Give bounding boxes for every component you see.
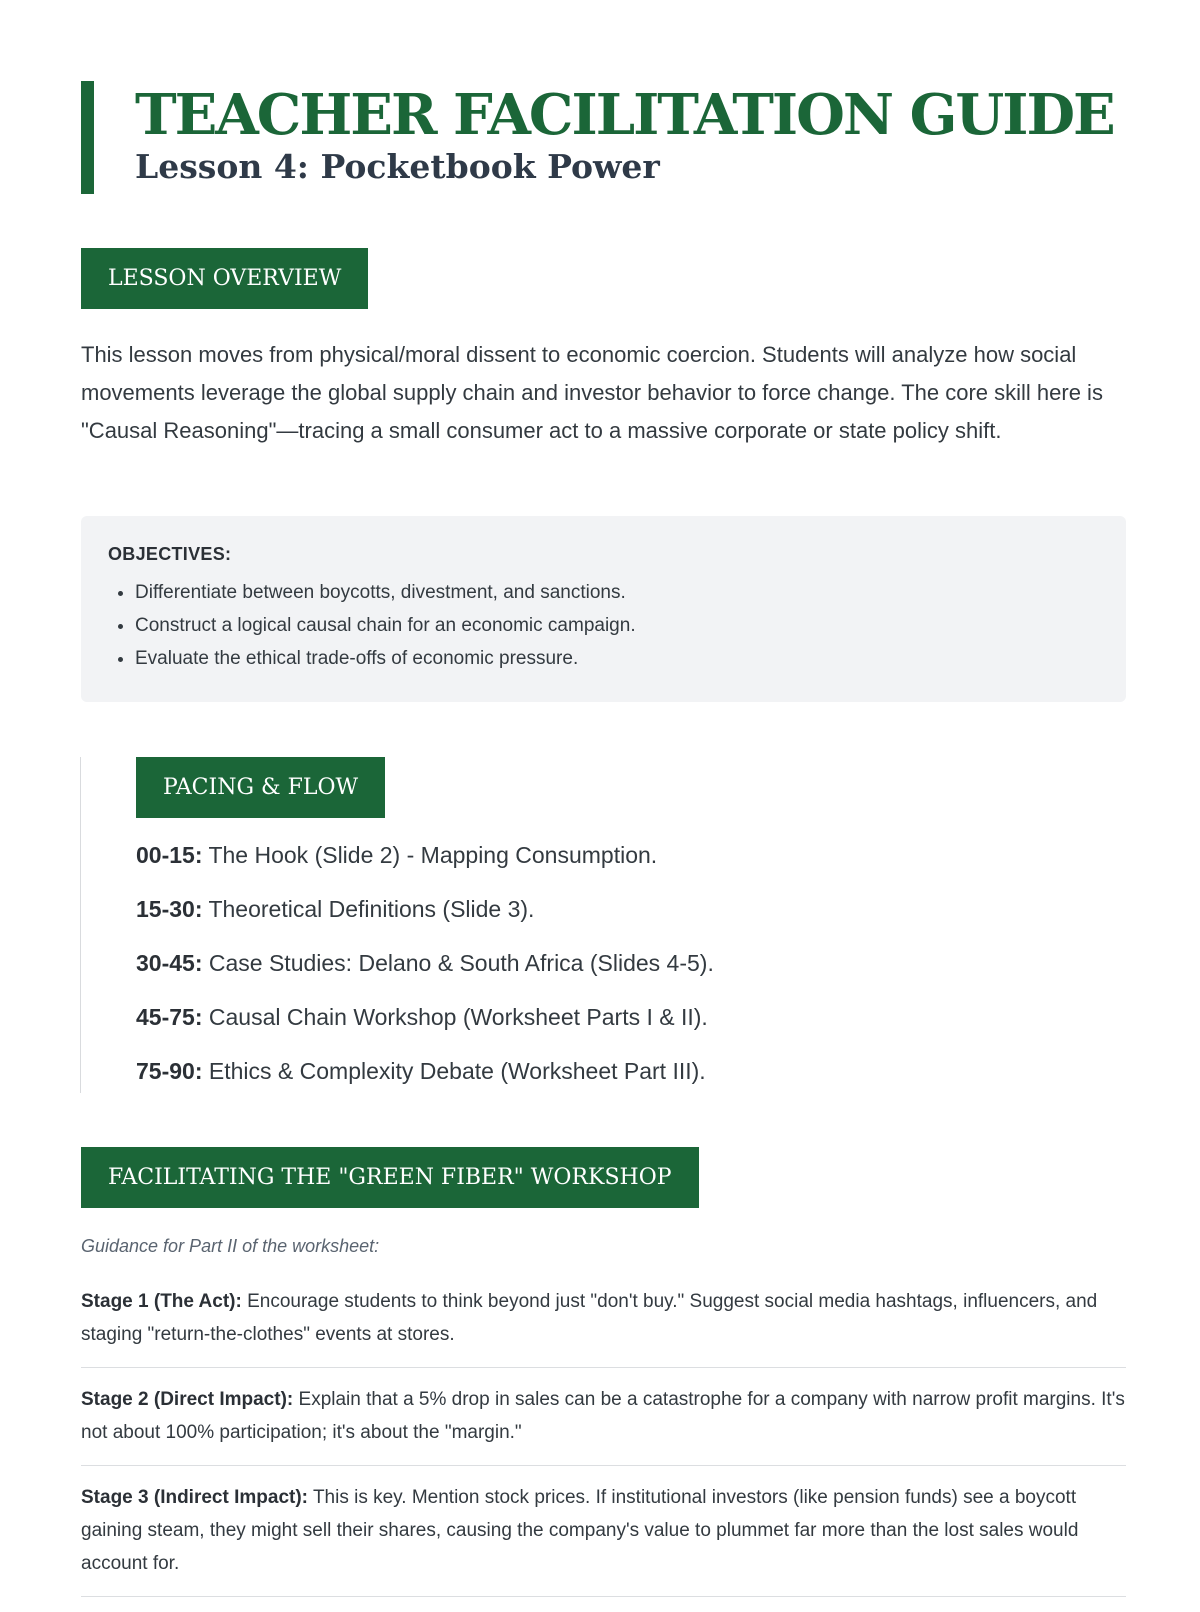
stage-item: [81, 1383, 1126, 1466]
pacing-item: [136, 840, 1036, 894]
stage-text: Explain that a 5% drop in sales can be a catastrophe for a company with narrow profit margins. It's not about 100% participation; it's about the "margin.": [81, 1389, 1125, 1443]
objective-item: • Construct a logical causal chain for an economic campaign.: [135, 609, 1099, 642]
pacing-item: [136, 1002, 1036, 1056]
pacing-flow-heading: PACING & FLOW: [136, 757, 385, 818]
page-subtitle: Lesson 4: Pocketbook Power: [135, 147, 660, 186]
lesson-overview-heading: LESSON OVERVIEW: [81, 248, 368, 309]
stages-list: [81, 1285, 1126, 1612]
pacing-text: Causal Chain Workshop (Worksheet Parts I & II).: [208, 1004, 708, 1030]
objective-item: • Evaluate the ethical trade-offs of economic pressure.: [135, 642, 1099, 675]
stage-item: [81, 1481, 1126, 1597]
pacing-list: [136, 840, 1036, 1110]
objectives-title: OBJECTIVES:: [108, 544, 232, 564]
stage-label: Stage 3 (Indirect Impact):: [81, 1487, 308, 1508]
stage-item: [81, 1285, 1126, 1368]
pacing-item: [136, 894, 1036, 948]
pacing-time: 00-15:: [136, 842, 203, 868]
objective-item: • Differentiate between boycotts, divestment, and sanctions.: [135, 576, 1099, 609]
pacing-item: [136, 1056, 1036, 1110]
pacing-time: 15-30:: [136, 896, 203, 922]
objectives-list: [108, 576, 1099, 675]
objectives-box: [81, 516, 1126, 702]
stage-text: This is key. Mention stock prices. If institutional investors (like pension funds) see a boycott gaining steam, they might sell their shares, causing the company's value to plummet far more than the lost sales would account for.: [81, 1487, 1079, 1574]
pacing-text: The Hook (Slide 2) - Mapping Consumption.: [208, 842, 658, 868]
stage-text: Encourage students to think beyond just "don't buy." Suggest social media hashtags, influencers, and staging "return-the-clothes" events at stores.: [81, 1291, 1098, 1345]
page-title: TEACHER FACILITATION GUIDE: [135, 82, 1114, 148]
pacing-item: [136, 948, 1036, 1002]
workshop-heading: FACILITATING THE "GREEN FIBER" WORKSHOP: [81, 1147, 699, 1208]
guidance-note: Guidance for Part II of the worksheet:: [81, 1236, 380, 1256]
pacing-time: 45-75:: [136, 1004, 203, 1030]
pacing-time: 75-90:: [136, 1058, 203, 1084]
pacing-text: Theoretical Definitions (Slide 3).: [208, 896, 535, 922]
overview-paragraph: This lesson moves from physical/moral dissent to economic coercion. Students will analyze how social movements leverage the global supply chain and investor behavior to force change. The core skill here is "Causal Reasoning"—tracing a small consumer act to a massive corporate or state policy shift.: [81, 342, 1103, 443]
pacing-divider: [80, 757, 81, 1093]
pacing-time: 30-45:: [136, 950, 203, 976]
pacing-text: Case Studies: Delano & South Africa (Slides 4-5).: [208, 950, 714, 976]
title-block: [81, 81, 1114, 194]
stage-label: Stage 2 (Direct Impact):: [81, 1389, 294, 1410]
pacing-text: Ethics & Complexity Debate (Worksheet Part III).: [208, 1058, 706, 1084]
stage-label: Stage 1 (The Act):: [81, 1291, 242, 1312]
